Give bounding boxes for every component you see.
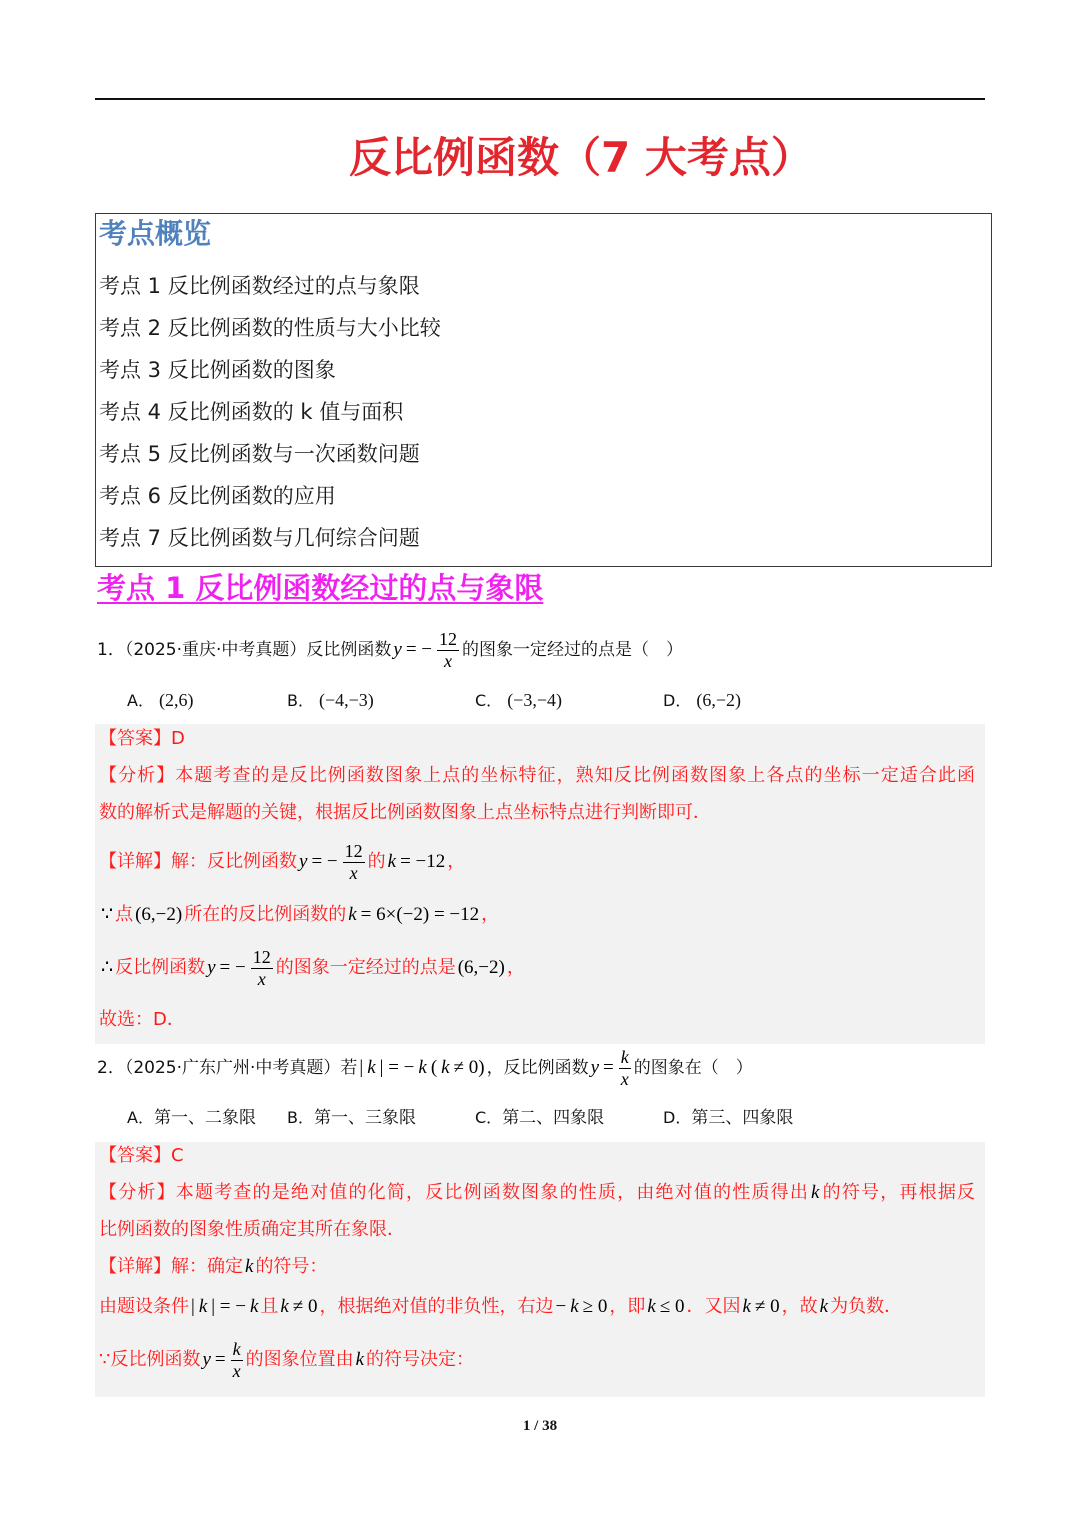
fraction-numerator: 12	[344, 840, 363, 861]
detail-line	[99, 900, 975, 930]
overview-box	[95, 213, 992, 567]
analysis-line	[99, 1178, 975, 1208]
page-title: 反比例函数（7 大考点）	[349, 133, 813, 182]
text-run: ∵反比例函数	[99, 1349, 201, 1370]
fraction-denominator: x	[349, 862, 358, 883]
detail-line	[99, 836, 975, 888]
math-variable: y	[207, 957, 216, 978]
text-run: 的	[367, 851, 386, 872]
option-text: 第三、四象限	[691, 1108, 794, 1128]
math-expression: ≠ 0)	[453, 1057, 485, 1078]
text-run: ，反比例函数	[486, 1058, 589, 1078]
math-variable: k	[198, 1296, 208, 1317]
option-c	[475, 686, 562, 714]
math-expression: |	[359, 1057, 364, 1078]
fraction-numerator: k	[232, 1338, 241, 1359]
math-variable: k	[819, 1296, 829, 1317]
text-run: 【答案】C	[99, 1145, 184, 1166]
math-expression: =	[214, 1349, 226, 1370]
text-run: 的图象一定经过的点是（ ）	[462, 640, 684, 660]
math-expression: = −	[405, 639, 433, 660]
analysis-line	[99, 761, 975, 791]
text-run: ，	[447, 851, 466, 872]
question-1-stem	[97, 624, 683, 676]
text-run: 故选：D．	[99, 1009, 185, 1030]
text-run: 【详解】解：反比例函数	[99, 851, 297, 872]
detail-line	[99, 1334, 975, 1386]
math-expression: = −	[311, 851, 338, 872]
question-2-solution	[95, 1142, 985, 1397]
option-value: (6,−2)	[696, 690, 741, 710]
analysis-line	[99, 798, 975, 828]
math-expression: ≠ 0	[754, 1296, 780, 1317]
text-run: 【详解】解：确定	[99, 1256, 243, 1277]
math-variable: k	[647, 1296, 656, 1317]
text-run: 数的解析式是解题的关键，根据反比例函数图象上点坐标特点进行判断即可．	[99, 802, 711, 823]
option-label: A．	[127, 1108, 154, 1127]
question-2-stem	[97, 1042, 753, 1094]
math-variable: y	[202, 1349, 211, 1370]
option-c	[475, 1104, 604, 1132]
fraction	[231, 1339, 243, 1382]
option-label: D．	[663, 1108, 692, 1127]
text-run: 的图象位置由	[245, 1349, 354, 1370]
math-expression: | = −	[379, 1057, 415, 1078]
text-run: 比例函数的图象性质确定其所在象限．	[99, 1219, 405, 1240]
question-1-options	[0, 686, 1080, 714]
math-variable: k	[570, 1296, 579, 1317]
math-variable: k	[348, 904, 357, 925]
overview-item: 考点 4 反比例函数的 k 值与面积	[99, 400, 404, 424]
overview-item: 考点 6 反比例函数的应用	[99, 484, 336, 508]
text-run: 的图象在（ ）	[633, 1058, 753, 1078]
math-expression: ∴	[101, 957, 114, 978]
choice-line	[99, 1005, 975, 1035]
text-run: 所在的反比例函数的	[184, 904, 347, 925]
fraction	[251, 947, 273, 990]
math-variable: y	[393, 639, 402, 660]
math-expression: ≠ 0	[292, 1296, 318, 1317]
option-label: A．	[127, 691, 154, 710]
math-expression: | = −	[211, 1296, 246, 1317]
text-run: 的符号：	[255, 1256, 328, 1277]
answer-line	[99, 1141, 975, 1171]
fraction-numerator: 12	[252, 946, 271, 967]
detail-line	[99, 1292, 975, 1322]
overview-item: 考点 7 反比例函数与几何综合问题	[99, 526, 420, 550]
header-rule	[95, 98, 985, 100]
math-variable: k	[441, 1057, 450, 1078]
math-expression: |	[191, 1296, 195, 1317]
text-run: ，故	[781, 1296, 818, 1317]
text-run: 【答案】D	[99, 728, 185, 749]
text-run: 1．（2025·重庆·中考真题）反比例函数	[97, 640, 392, 660]
math-expression: (6,−2)	[457, 957, 505, 978]
math-variable: k	[742, 1296, 751, 1317]
fraction-numerator: k	[620, 1046, 629, 1067]
math-variable: k	[811, 1182, 820, 1203]
section-heading: 考点 1 反比例函数经过的点与象限	[97, 571, 544, 605]
fraction-denominator: x	[444, 650, 453, 671]
option-a	[127, 1104, 256, 1132]
option-label: C．	[475, 1108, 503, 1127]
option-label: B．	[287, 691, 314, 710]
math-expression: = 6×(−2) = −12	[360, 904, 480, 925]
overview-list	[99, 265, 441, 559]
text-run: 为负数．	[830, 1296, 903, 1317]
fraction-denominator: x	[232, 1360, 241, 1381]
question-2-options	[0, 1104, 1080, 1132]
math-variable: k	[245, 1256, 254, 1277]
option-label: D．	[663, 691, 692, 710]
math-variable: y	[590, 1057, 600, 1078]
text-run: 的符号决定：	[366, 1349, 475, 1370]
option-label: B．	[287, 1108, 314, 1127]
math-variable: y	[299, 851, 308, 872]
math-expression: = −12	[400, 851, 446, 872]
math-variable: k	[249, 1296, 259, 1317]
text-run: ，	[506, 957, 525, 978]
text-run: ，	[481, 904, 500, 925]
text-run: 点	[115, 904, 134, 925]
page-number: 1 / 38	[522, 1418, 558, 1434]
math-variable: k	[280, 1296, 289, 1317]
fraction	[619, 1047, 631, 1090]
option-text: 第一、二象限	[153, 1108, 256, 1128]
answer-line	[99, 724, 975, 754]
overview-item: 考点 1 反比例函数经过的点与象限	[99, 274, 420, 298]
math-expression: ≤ 0	[659, 1296, 685, 1317]
math-expression: −	[555, 1296, 567, 1317]
detail-line	[99, 1252, 975, 1282]
text-run: 【分析】本题考查的是绝对值的化简，反比例函数图象的性质，由绝对值的性质得出	[99, 1182, 810, 1203]
text-run: 由题设条件	[99, 1296, 189, 1317]
fraction-denominator: x	[620, 1068, 629, 1089]
overview-item: 考点 2 反比例函数的性质与大小比较	[99, 316, 441, 340]
text-run: 的图象一定经过的点是	[275, 957, 456, 978]
text-run: 【分析】本题考查的是反比例函数图象上点的坐标特征，熟知反比例函数图象上各点的坐标一定适合此函	[99, 765, 975, 786]
math-expression: (6,−2)	[135, 904, 183, 925]
detail-line	[99, 942, 975, 994]
analysis-line	[99, 1215, 975, 1245]
math-variable: k	[418, 1057, 427, 1078]
option-value: (−3,−4)	[507, 690, 562, 710]
question-1-solution	[95, 724, 985, 1044]
math-expression: ≥ 0	[582, 1296, 608, 1317]
fraction	[437, 629, 459, 672]
option-text: 第一、三象限	[313, 1108, 416, 1128]
text-run: ，根据绝对值的非负性，右边	[319, 1296, 554, 1317]
math-expression: = −	[219, 957, 246, 978]
option-b	[287, 686, 374, 714]
text-run: ，即	[609, 1296, 646, 1317]
math-expression: ∵	[101, 904, 114, 925]
option-value: (−4,−3)	[318, 690, 374, 710]
math-expression: (	[430, 1057, 438, 1078]
option-d	[663, 686, 741, 714]
text-run: 反比例函数	[115, 957, 206, 978]
text-run: 的符号，再根据反	[821, 1182, 976, 1203]
math-variable: k	[355, 1349, 365, 1370]
option-a	[127, 686, 193, 714]
fraction	[343, 841, 365, 884]
option-d	[663, 1104, 793, 1132]
overview-item: 考点 3 反比例函数的图象	[99, 358, 336, 382]
option-value: (2,6)	[158, 690, 194, 710]
math-variable: k	[367, 1057, 376, 1078]
option-label: C．	[475, 691, 503, 710]
fraction-denominator: x	[257, 968, 266, 989]
option-b	[287, 1104, 416, 1132]
math-variable: k	[387, 851, 397, 872]
text-run: 且	[260, 1296, 279, 1317]
overview-heading: 考点概览	[99, 217, 212, 250]
option-text: 第二、四象限	[502, 1108, 605, 1128]
text-run: ．又因	[686, 1296, 741, 1317]
text-run: 2．（2025·广东广州·中考真题）若	[97, 1058, 358, 1078]
fraction-numerator: 12	[439, 628, 458, 649]
overview-item: 考点 5 反比例函数与一次函数问题	[99, 442, 420, 466]
math-expression: =	[603, 1057, 614, 1078]
